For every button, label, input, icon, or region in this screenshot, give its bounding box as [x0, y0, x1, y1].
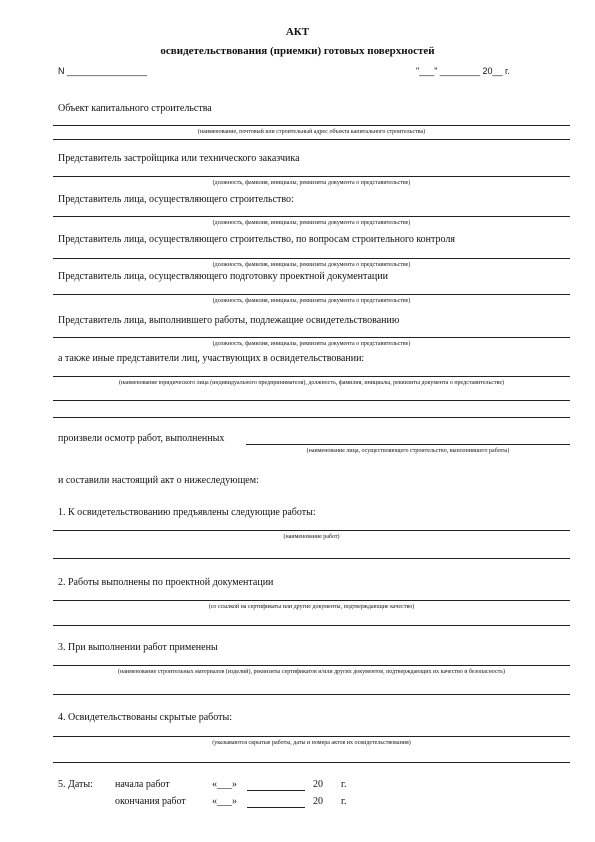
design-input-line[interactable]	[53, 294, 570, 295]
end-year-prefix: 20	[313, 796, 323, 807]
builder-label: Представитель лица, осуществляющего строительство:	[58, 194, 294, 205]
object-input-line[interactable]	[53, 125, 570, 126]
end-year-suffix: г.	[341, 796, 347, 807]
design-caption: (должность, фамилия, инициалы, реквизиты документа о представительстве)	[212, 298, 411, 304]
design-label: Представитель лица, осуществляющего подготовку проектной документации	[58, 271, 388, 282]
others-input-line-3[interactable]	[53, 417, 570, 418]
start-date-label: начала работ	[115, 779, 170, 790]
object-caption: (наименование, почтовый или строительный адрес объекта капитального строительства)	[197, 129, 426, 135]
others-label: а также иные представители лиц, участвующих в освидетельствовании:	[58, 353, 365, 364]
end-day-field[interactable]: «___»	[212, 796, 237, 807]
start-year-prefix: 20	[313, 779, 323, 790]
end-date-label: окончания работ	[115, 796, 186, 807]
others-input-line-2[interactable]	[53, 400, 570, 401]
document-subtitle: освидетельствования (приемки) готовых поверхностей	[160, 45, 435, 57]
executor-caption: (должность, фамилия, инициалы, реквизиты документа о представительстве)	[212, 341, 411, 347]
developer-input-line[interactable]	[53, 176, 570, 177]
item2-input-line-2[interactable]	[53, 625, 570, 626]
act-date-field[interactable]: "___" ________ 20__ г.	[416, 66, 510, 76]
item1-input-line[interactable]	[53, 530, 570, 531]
builder-input-line[interactable]	[53, 216, 570, 217]
item1-caption: (наименование работ)	[283, 534, 340, 540]
item2-caption: (со ссылкой на сертификаты или другие документы, подтверждающие качество)	[208, 604, 415, 610]
inspection-label: произвели осмотр работ, выполненных	[58, 433, 225, 444]
inspection-caption: (наименование лица, осуществляющего строительство, выполнившего работы)	[306, 448, 510, 454]
item2-label: 2. Работы выполнены по проектной документации	[58, 577, 274, 588]
start-day-field[interactable]: «___»	[212, 779, 237, 790]
item1-label: 1. К освидетельствованию предъявлены следующие работы:	[58, 507, 316, 518]
item4-input-line-2[interactable]	[53, 762, 570, 763]
item1-input-line-2[interactable]	[53, 558, 570, 559]
document-title: АКТ	[285, 26, 310, 38]
inspection-input-line[interactable]	[246, 444, 570, 445]
control-caption: (должность, фамилия, инициалы, реквизиты документа о представительстве)	[212, 262, 411, 268]
item4-caption: (указываются скрытые работы, даты и номера актов их освидетельствования)	[212, 740, 411, 746]
object-label: Объект капитального строительства	[58, 103, 212, 114]
item3-input-line[interactable]	[53, 665, 570, 666]
start-year-suffix: г.	[341, 779, 347, 790]
executor-label: Представитель лица, выполнившего работы, подлежащие освидетельствованию	[58, 315, 400, 326]
item3-caption: (наименование строительных материалов (изделий), реквизиты сертификатов и/или других документов, подтверждающих их качество и безопасность)	[118, 669, 505, 675]
object-input-line-2[interactable]	[53, 139, 570, 140]
end-month-field[interactable]	[247, 807, 305, 808]
dates-label: 5. Даты:	[58, 779, 93, 790]
executor-input-line[interactable]	[53, 337, 570, 338]
compiled-label: и составили настоящий акт о нижеследующем:	[58, 475, 259, 486]
control-input-line[interactable]	[53, 258, 570, 259]
item4-label: 4. Освидетельствованы скрытые работы:	[58, 712, 232, 723]
others-input-line[interactable]	[53, 376, 570, 377]
developer-caption: (должность, фамилия, инициалы, реквизиты документа о представительстве)	[212, 180, 411, 186]
item3-input-line-2[interactable]	[53, 694, 570, 695]
control-label: Представитель лица, осуществляющего строительство, по вопросам строительного контроля	[58, 234, 455, 245]
developer-label: Представитель застройщика или технического заказчика	[58, 153, 300, 164]
start-month-field[interactable]	[247, 790, 305, 791]
item2-input-line[interactable]	[53, 600, 570, 601]
others-caption: (наименование юридического лица (индивидуального предпринимателя), должность, фамилия, инициалы, реквизиты документа о представительстве)	[118, 380, 505, 386]
item4-input-line[interactable]	[53, 736, 570, 737]
item3-label: 3. При выполнении работ применены	[58, 642, 218, 653]
builder-caption: (должность, фамилия, инициалы, реквизиты документа о представительстве)	[212, 220, 411, 226]
act-number-field[interactable]: N ________________	[58, 66, 148, 76]
